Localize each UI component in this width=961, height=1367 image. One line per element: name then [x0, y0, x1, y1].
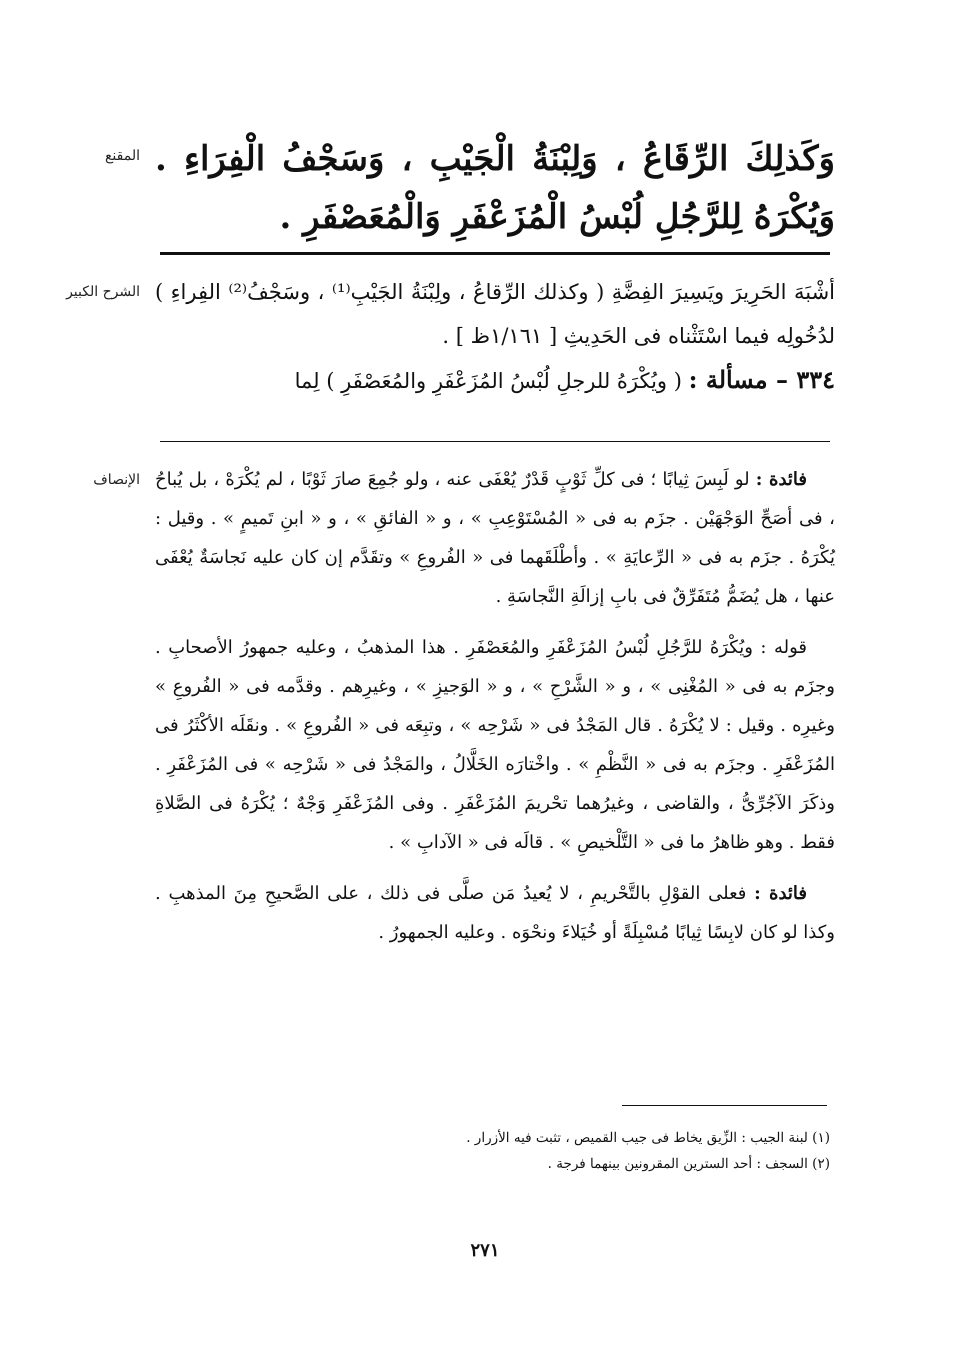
sharh-text: أشْبَهَ الحَرِيرَ ويَسِيرَ الفِضَّةِ ( وكذلك الرِّقاعُ ، ولِبْنَةُ الجَيْبِ⁽¹⁾ ، وسَجْفُ⁽²⁾ الفِراءِ ) لدُخُولِه فيما اسْتَثْناه فى الحَدِيثِ [ ١/١٦١ظ ] .	[155, 280, 836, 348]
insaf-paragraph-1-text: لو لَبِسَ ثِيابًا ؛ فى كلِّ ثَوْبٍ قَدْرٌ يُعْفَى عنه ، ولو جُمِعَ صارَ ثَوْبًا ، لم يُكْرَهْ ، بل يُباحُ ، فى أصَحِّ الوَجْهَيْن . جزَم به فى « المُسْتَوْعِبِ » ، و « الفائقِ » ، و « ابنِ تَميمٍ » . وقيل : يُكْرَهُ . جزَم به فى « الرِّعايَةِ » . وأطْلَقَهما فى « الفُروعِ » وتقَدَّم إن كان عليه نَجاسَةٌ يُعْفَى عنها ، هل يُضَمُّ مُتَفَرِّقٌ فى بابِ إزالَةِ النَّجاسَةِ .	[155, 469, 835, 607]
label-insaf: الإنصاف	[93, 472, 140, 488]
masala-label: ٣٣٤ – مسألة :	[688, 365, 835, 394]
insaf-paragraph-3	[155, 874, 835, 952]
footnote-1: (١) لبنة الجيب : الزِّيق يخاط فى جيب القميص ، تثبت فيه الأزرار .	[466, 1130, 830, 1146]
label-sharh: الشرح الكبير	[66, 284, 140, 300]
section-divider-thick	[160, 252, 830, 255]
insaf-paragraph-2: قوله : ويُكْرَهُ للرَّجُلِ لُبْسُ المُزَعْفَرِ والمُعَصْفَرِ . هذا المذهبُ ، وعليه جمهورُ الأصحابِ . وجزَم به فى « المُغْنِى » ، و « الشَّرْحِ » ، و « الوَجيزِ » ، وغيرِهم . وقدَّمه فى « الفُروعِ » وغيرِه . وقيل : لا يُكْرَهُ . قال المَجْدُ فى « شَرْحِه » ، وتبِعَه فى « الفُروعِ » . ونقَلَه الأكْثَرُ فى المُزَعْفَرِ . وجزَم به فى « النَّظْمِ » . واخْتارَه الخَلَّالُ ، والمَجْدُ فى « شَرْحِه » فى المُزَعْفَرِ . وذكَرَ الآجُرِّىُّ ، والقاضى ، وغيرُهما تحْريمَ المُزَعْفَرِ . وفى المُزَعْفَرِ وَجْهٌ ؛ يُكْرَهُ فى الصَّلاةِ فقط . وهو ظاهرُ ما فى « التَّلْخيصِ » . قالَه فى « الآدابِ » .	[155, 637, 835, 853]
label-muqni: المقنع	[104, 148, 140, 164]
masala-text: ( ويُكْرَهُ للرجلِ لُبْسُ المُزَعْفَرِ والمُعَصْفَرِ ) لِما	[294, 369, 682, 393]
insaf-paragraph-3-text: فعلى القوْلِ بالتَّحْريمِ ، لا يُعيدُ مَن صلَّى فى ذلك ، على الصَّحيحِ مِنَ المذهبِ . وكذا لو كان لابِسًا ثِيابًا مُسْبِلَةً أو خُيَلاءَ ونحْوَه . وعليه الجمهورُ .	[155, 883, 835, 943]
footnote-2: (٢) السجف : أحد السترين المقرونين بينهما فرجة .	[547, 1156, 830, 1172]
insaf-paragraph-1	[155, 460, 835, 616]
page-number: ٢٧١	[470, 1240, 500, 1261]
footnote-divider	[622, 1105, 827, 1106]
footnotes	[360, 1125, 830, 1177]
faida-label-2: فائدة :	[754, 883, 807, 904]
insaf-section	[155, 460, 835, 964]
faida-label-1: فائدة :	[755, 469, 807, 490]
muqni-text: وَكَذلِكَ الرِّقَاعُ ، وَلِبْنَةُ الْجَيْبِ ، وَسَجْفُ الْفِرَاءِ . وَيُكْرَهُ لِلرَّجُلِ لُبْسُ الْمُزَعْفَرِ وَالْمُعَصْفَرِ .	[155, 139, 835, 237]
sharh-section	[155, 270, 835, 403]
section-divider-thin	[160, 441, 830, 442]
